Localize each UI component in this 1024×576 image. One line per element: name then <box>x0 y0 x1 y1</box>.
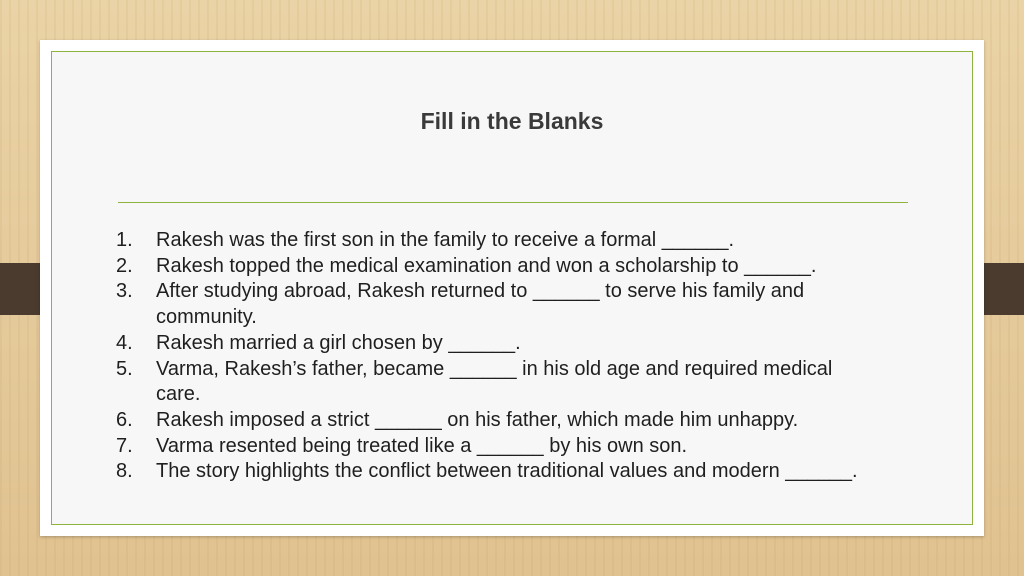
slide-title: Fill in the Blanks <box>420 108 604 134</box>
item-number: 8. <box>116 460 133 483</box>
item-number: 6. <box>116 408 133 431</box>
questions-list <box>116 228 876 485</box>
item-number: 1. <box>116 229 133 251</box>
item-text: Rakesh was the first son in the family to receive a formal ______. <box>156 229 735 251</box>
item-text: Varma, Rakesh’s father, became ______ in his old age and required medical care. <box>156 357 833 406</box>
item-text: Rakesh imposed a strict ______ on his father, which made him unhappy. <box>156 408 799 431</box>
title-divider <box>118 202 908 203</box>
item-text: After studying abroad, Rakesh returned to ______ to serve his family and community. <box>156 280 805 329</box>
list-item <box>116 408 876 434</box>
item-number: 4. <box>116 331 133 354</box>
slide-card <box>40 40 984 536</box>
list-item <box>116 228 876 254</box>
item-text: Rakesh topped the medical examination and won a scholarship to ______. <box>156 254 817 277</box>
item-number: 7. <box>116 434 133 457</box>
list-item <box>116 434 876 460</box>
list-item <box>116 459 876 485</box>
item-number: 5. <box>116 357 133 380</box>
list-item <box>116 254 876 280</box>
list-item <box>116 357 876 408</box>
list-item <box>116 331 876 357</box>
item-text: Rakesh married a girl chosen by ______. <box>156 331 521 354</box>
item-number: 2. <box>116 254 133 277</box>
item-text: The story highlights the conflict between traditional values and modern ______. <box>156 460 858 483</box>
item-number: 3. <box>116 280 133 303</box>
slide-frame <box>51 51 973 525</box>
item-text: Varma resented being treated like a ______ by his own son. <box>156 434 688 457</box>
list-item <box>116 279 876 330</box>
